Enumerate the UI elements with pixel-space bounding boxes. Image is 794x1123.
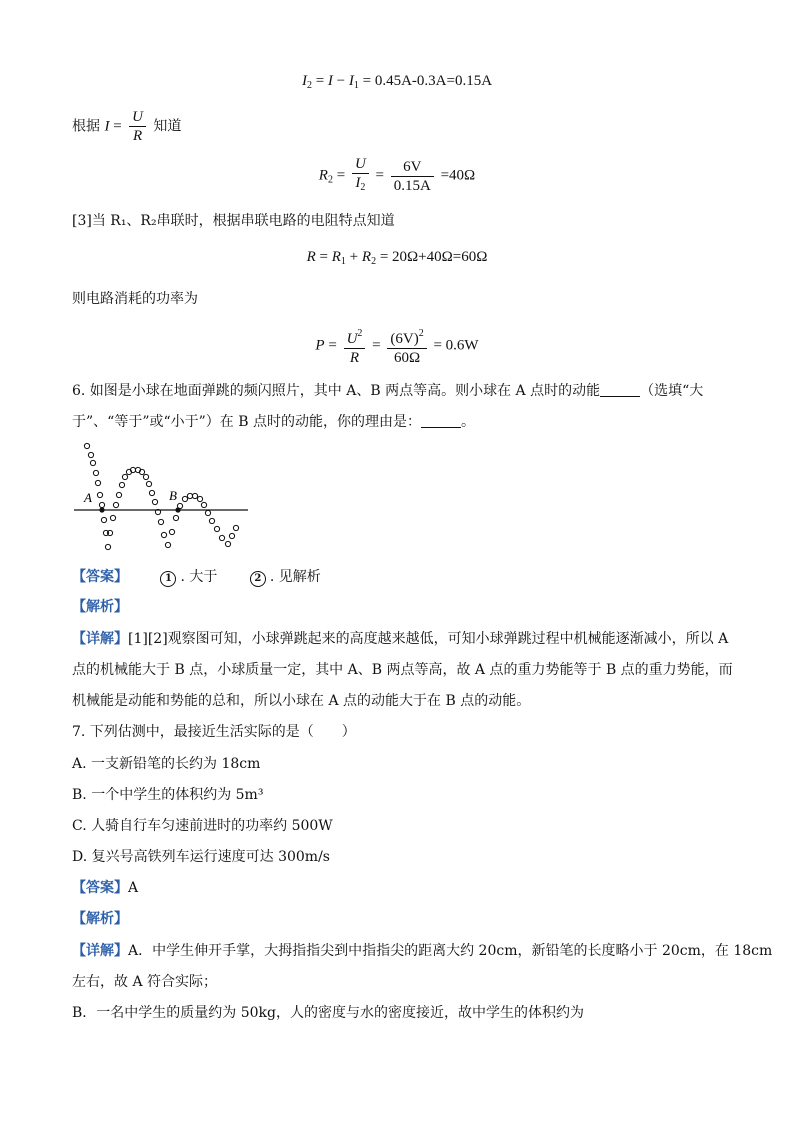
text: （选填“大	[640, 383, 704, 399]
series-text: [3]当 R₁、R₂串联时，根据串联电路的电阻特点知道	[72, 213, 395, 229]
fraction: $\frac{U}{R}$	[129, 108, 146, 145]
answer-7	[72, 877, 722, 899]
question-6-line2	[72, 411, 722, 433]
sub: 2	[327, 174, 333, 186]
question-7-option-c: C. 人骑自行车匀速前进时的功率约 500W	[72, 818, 333, 834]
equation-current-i2: $I_2 = I - I_1 = 0.45A-0.3A=0.15A$	[301, 73, 493, 91]
detail-6-line3: 机械能是动能和势能的总和，所以小球在 A 点的动能大于在 B 点的动能。	[72, 693, 531, 709]
var: R	[361, 249, 372, 265]
label-b: B	[169, 488, 177, 503]
detail-7-line2: 左右，故 A 符合实际；	[72, 974, 218, 990]
text: A．中学生伸开手掌，大拇指指尖到中指指尖的距离大约 20cm，新铅笔的长度略小于 20cm，在 18cm	[128, 943, 773, 959]
question-7-option-b: B. 一个中学生的体积约为 5m³	[72, 787, 264, 803]
detail-7-line3: B．一名中学生的质量约为 50kg，人的密度与水的密度接近，故中学生的体积约为	[72, 1005, 584, 1021]
fraction: $\frac{(6V)^2}{60\Omega}$	[387, 325, 426, 367]
equation-power: P = $\frac{U^2}{R}$ = $\frac{(6V)^2}{60\Omega}$ = 0.6W	[0, 325, 794, 367]
point-a	[99, 507, 104, 512]
answer-label: 【答案】	[72, 880, 128, 896]
answer-blank[interactable]	[421, 413, 461, 428]
answer-6	[72, 566, 722, 588]
circled-number: 1	[160, 571, 176, 587]
text: 根据	[72, 118, 100, 135]
text: 知道	[153, 118, 182, 135]
text: 。	[460, 414, 475, 430]
detail-6-line1	[72, 628, 729, 650]
var: R	[306, 249, 316, 265]
var: R	[331, 249, 341, 265]
ball-positions	[84, 443, 238, 549]
detail-label: 【详解】	[72, 631, 128, 647]
fraction: $\frac{U^2}{R}$	[344, 325, 366, 367]
question-6-line1	[72, 380, 722, 402]
equation-resistance-r2: $R_2$ = $\frac{U}{I_2}$ = $\frac{6V}{0.15A}$ =40Ω	[0, 155, 794, 197]
power-text: 则电路消耗的功率为	[72, 291, 198, 307]
question-7-option-d: D. 复兴号高铁列车运行速度可达 300m/s	[72, 849, 330, 865]
text: A	[128, 880, 139, 896]
equation-series-resistance: $R = R_1 + R_2 = 20\Omega+40\Omega=60\Omega$	[306, 249, 488, 267]
detail-6-line2: 点的机械能大于 B 点，小球质量一定，其中 A、B 两点等高，故 A 点的重力势能等于 B 点的重力势能，而	[72, 662, 733, 678]
value: = 0.6W	[433, 337, 479, 354]
text: . 大于	[180, 569, 218, 585]
var: I	[104, 118, 110, 135]
text: 于”、“等于”或“小于”）在 B 点时的动能，你的理由是：	[72, 414, 421, 430]
analysis-label: 【解析】	[72, 599, 128, 615]
var: I	[348, 73, 354, 89]
text: 6. 如图是小球在地面弹跳的频闪照片，其中 A、B 两点等高。则小球在 A 点时的动能	[72, 383, 601, 399]
var: P	[315, 337, 325, 354]
var: I	[301, 73, 307, 89]
value: = 20Ω+40Ω=60Ω	[379, 249, 488, 265]
var: R	[318, 167, 328, 184]
sub: 1	[353, 80, 359, 91]
fraction: $\frac{6V}{0.15A}$	[391, 158, 434, 195]
value: 0.45A-0.3A=0.15A	[374, 73, 493, 89]
sub: 2	[306, 80, 312, 91]
ohm-law-line: 根据 I = $\frac{U}{R}$ 知道	[72, 109, 182, 144]
sub: 1	[340, 256, 346, 267]
question-7-option-a: A. 一支新铅笔的长约为 18cm	[72, 756, 261, 772]
fraction: $\frac{U}{I_2}$	[352, 155, 369, 197]
question-7-stem: 7. 下列估测中，最接近生活实际的是（ ）	[72, 724, 356, 740]
bouncing-ball-figure	[72, 440, 252, 555]
analysis-6-label	[72, 596, 722, 618]
sub: 2	[371, 256, 377, 267]
label-a: A	[84, 490, 92, 505]
circled-number: 2	[250, 571, 266, 587]
point-b	[175, 507, 180, 512]
var: I	[327, 73, 333, 89]
analysis-label: 【解析】	[72, 911, 128, 927]
detail-label: 【详解】	[72, 943, 128, 959]
text: [1][2]观察图可知，小球弹跳起来的高度越来越低，可知小球弹跳过程中机械能逐渐减小，所以 A	[128, 631, 729, 647]
value: =40Ω	[440, 167, 476, 184]
answer-label: 【答案】	[72, 569, 128, 585]
text: . 见解析	[269, 569, 321, 585]
answer-blank[interactable]	[600, 382, 640, 397]
detail-7-line1	[72, 940, 773, 962]
analysis-7-label	[72, 908, 722, 930]
